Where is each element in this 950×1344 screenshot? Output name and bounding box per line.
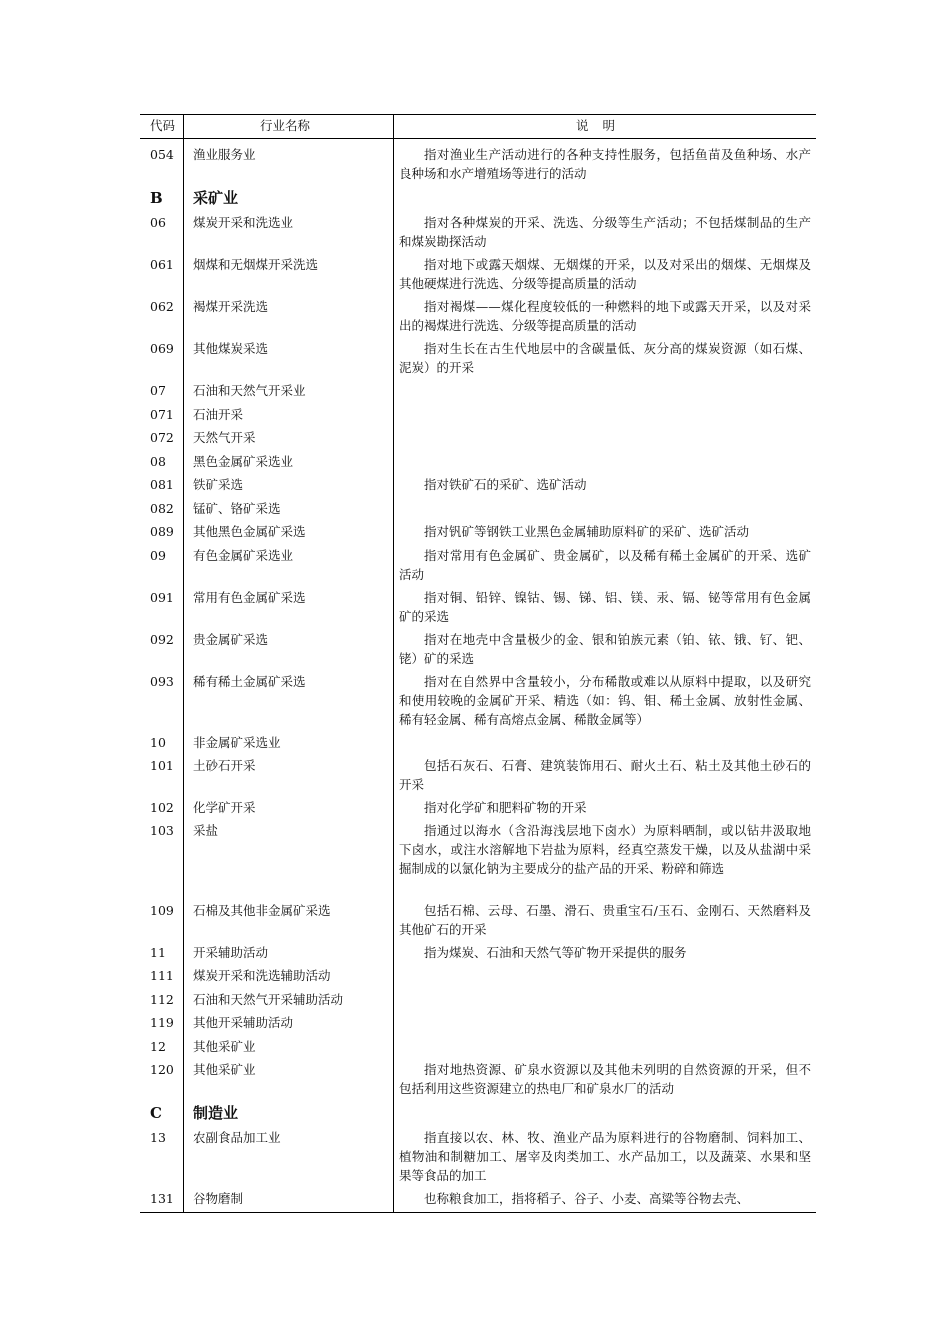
row-code: C bbox=[150, 1104, 162, 1122]
row-name: 农副食品加工业 bbox=[193, 1130, 281, 1145]
row-code: 119 bbox=[150, 1015, 174, 1030]
row-name: 石油和天然气开采业 bbox=[193, 383, 306, 398]
row-code: 06 bbox=[150, 215, 166, 230]
table-row bbox=[140, 624, 816, 666]
row-description: 指对各种煤炭的开采、洗选、分级等生产活动；不包括煤制品的生产和煤炭勘探活动 bbox=[399, 215, 811, 249]
table-row bbox=[140, 469, 816, 493]
row-code: 109 bbox=[150, 903, 174, 918]
row-name: 化学矿开采 bbox=[193, 800, 256, 815]
row-code: 09 bbox=[150, 548, 166, 563]
table-row bbox=[140, 249, 816, 291]
table-bottom-rule bbox=[140, 1212, 816, 1213]
header-code: 代码 bbox=[150, 118, 176, 133]
row-name: 制造业 bbox=[193, 1104, 239, 1122]
row-code: 082 bbox=[150, 501, 174, 516]
table-row bbox=[140, 446, 816, 469]
row-description: 指对褐煤——煤化程度较低的一种燃料的地下或露天开采，以及对采出的褐煤进行洗选、分级等提高质量的活动 bbox=[399, 299, 811, 333]
row-code: 072 bbox=[150, 430, 174, 445]
row-code: 062 bbox=[150, 299, 174, 314]
table-row bbox=[140, 1183, 816, 1207]
row-code: 054 bbox=[150, 147, 174, 162]
table-row bbox=[140, 516, 816, 540]
row-name: 石油开采 bbox=[193, 407, 244, 422]
row-code: 12 bbox=[150, 1039, 166, 1054]
row-name: 贵金属矿采选 bbox=[193, 632, 269, 647]
header-description: 说明 bbox=[576, 118, 630, 133]
row-code: 069 bbox=[150, 341, 174, 356]
table-top-rule bbox=[140, 114, 816, 115]
table-row bbox=[140, 792, 816, 815]
row-name: 采矿业 bbox=[193, 189, 239, 207]
row-code: 08 bbox=[150, 454, 166, 469]
table-row bbox=[140, 1031, 816, 1054]
row-code: B bbox=[150, 189, 163, 207]
row-description: 指对钒矿等钢铁工业黑色金属辅助原料矿的采矿、选矿活动 bbox=[424, 524, 750, 539]
row-description: 指为煤炭、石油和天然气等矿物开采提供的服务 bbox=[424, 945, 687, 960]
section-row bbox=[140, 181, 816, 207]
row-description: 指对地下或露天烟煤、无烟煤的开采，以及对采出的烟煤、无烟煤及其他硬煤进行洗选、分级等提高质量的活动 bbox=[399, 257, 811, 291]
row-code: 092 bbox=[150, 632, 174, 647]
table-row bbox=[140, 333, 816, 375]
table-row bbox=[140, 895, 816, 937]
row-name: 常用有色金属矿采选 bbox=[193, 590, 306, 605]
row-name: 石棉及其他非金属矿采选 bbox=[193, 903, 331, 918]
table-row bbox=[140, 399, 816, 422]
row-description: 指对生长在古生代地层中的含碳量低、灰分高的煤炭资源（如石煤、泥炭）的开采 bbox=[399, 341, 811, 375]
row-description: 指对常用有色金属矿、贵金属矿，以及稀有稀土金属矿的开采、选矿活动 bbox=[399, 548, 811, 582]
row-code: 103 bbox=[150, 823, 174, 838]
row-description: 包括石灰石、石膏、建筑装饰用石、耐火土石、粘土及其他土砂石的开采 bbox=[399, 758, 811, 792]
row-name: 其他黑色金属矿采选 bbox=[193, 524, 306, 539]
row-name: 褐煤开采洗选 bbox=[193, 299, 269, 314]
row-name: 锰矿、铬矿采选 bbox=[193, 501, 281, 516]
row-description: 指通过以海水（含沿海浅层地下卤水）为原料晒制，或以钻井汲取地下卤水，或注水溶解地下岩盐为原料，经真空蒸发干燥，以及从盐湖中采掘制成的以氯化钠为主要成分的盐产品的开采、粉碎和筛选 bbox=[399, 823, 811, 876]
row-code: 111 bbox=[150, 968, 174, 983]
row-code: 120 bbox=[150, 1062, 174, 1077]
table-row bbox=[140, 207, 816, 249]
table-row bbox=[140, 493, 816, 516]
row-code: 13 bbox=[150, 1130, 166, 1145]
row-name: 天然气开采 bbox=[193, 430, 256, 445]
row-description: 指对在自然界中含量较小，分布稀散或难以从原料中提取，以及研究和使用较晚的金属矿开采、精选（如：钨、钼、稀土金属、放射性金属、稀有轻金属、稀有高熔点金属、稀散金属等） bbox=[399, 674, 811, 727]
table-row bbox=[140, 1054, 816, 1096]
row-name: 有色金属矿采选业 bbox=[193, 548, 294, 563]
row-name: 黑色金属矿采选业 bbox=[193, 454, 294, 469]
table-row bbox=[140, 291, 816, 333]
row-name: 石油和天然气开采辅助活动 bbox=[193, 992, 344, 1007]
row-description: 指对渔业生产活动进行的各种支持性服务，包括鱼苗及鱼种场、水产良种场和水产增殖场等进行的活动 bbox=[399, 147, 811, 181]
row-name: 土砂石开采 bbox=[193, 758, 256, 773]
section-row bbox=[140, 1096, 816, 1122]
row-code: 081 bbox=[150, 477, 174, 492]
table-row bbox=[140, 540, 816, 582]
row-code: 112 bbox=[150, 992, 174, 1007]
row-name: 稀有稀土金属矿采选 bbox=[193, 674, 306, 689]
header-name: 行业名称 bbox=[260, 118, 311, 133]
row-description: 指对在地壳中含量极少的金、银和铂族元素（铂、铱、锇、钌、钯、铑）矿的采选 bbox=[399, 632, 811, 666]
table-row bbox=[140, 666, 816, 727]
row-code: 102 bbox=[150, 800, 174, 815]
row-name: 铁矿采选 bbox=[193, 477, 244, 492]
row-description: 指对地热资源、矿泉水资源以及其他未列明的自然资源的开采，但不包括利用这些资源建立的热电厂和矿泉水厂的活动 bbox=[399, 1062, 811, 1096]
table-row bbox=[140, 1007, 816, 1031]
row-name: 采盐 bbox=[193, 823, 219, 838]
row-code: 061 bbox=[150, 257, 174, 272]
row-description: 指对铜、铅锌、镍钴、锡、锑、铝、镁、汞、镉、铋等常用有色金属矿的采选 bbox=[399, 590, 811, 624]
table-row bbox=[140, 422, 816, 446]
row-name: 非金属矿采选业 bbox=[193, 735, 281, 750]
row-code: 11 bbox=[150, 945, 166, 960]
row-description: 指对化学矿和肥料矿物的开采 bbox=[424, 800, 587, 815]
row-name: 其他煤炭采选 bbox=[193, 341, 269, 356]
row-name: 其他采矿业 bbox=[193, 1039, 256, 1054]
row-code: 10 bbox=[150, 735, 166, 750]
row-code: 093 bbox=[150, 674, 174, 689]
table-row bbox=[140, 139, 816, 181]
table-row bbox=[140, 375, 816, 399]
row-code: 131 bbox=[150, 1191, 174, 1206]
row-description: 包括石棉、云母、石墨、滑石、贵重宝石/玉石、金刚石、天然磨料及其他矿石的开采 bbox=[399, 903, 811, 937]
table-row bbox=[140, 984, 816, 1007]
table-row bbox=[140, 937, 816, 960]
row-description: 指对铁矿石的采矿、选矿活动 bbox=[424, 477, 587, 492]
row-code: 091 bbox=[150, 590, 174, 605]
row-name: 渔业服务业 bbox=[193, 147, 256, 162]
row-name: 煤炭开采和洗选业 bbox=[193, 215, 294, 230]
row-name: 烟煤和无烟煤开采洗选 bbox=[193, 257, 319, 272]
row-description: 指直接以农、林、牧、渔业产品为原料进行的谷物磨制、饲料加工、植物油和制糖加工、屠宰及肉类加工、水产品加工，以及蔬菜、水果和坚果等食品的加工 bbox=[399, 1130, 811, 1183]
table-row bbox=[140, 1122, 816, 1183]
table-row bbox=[140, 815, 816, 895]
row-name: 其他开采辅助活动 bbox=[193, 1015, 294, 1030]
table-row bbox=[140, 960, 816, 984]
table-row bbox=[140, 750, 816, 792]
row-code: 101 bbox=[150, 758, 174, 773]
row-name: 谷物磨制 bbox=[193, 1191, 244, 1206]
row-name: 煤炭开采和洗选辅助活动 bbox=[193, 968, 331, 983]
row-code: 089 bbox=[150, 524, 174, 539]
table-body bbox=[140, 139, 816, 1207]
row-description: 也称粮食加工，指将稻子、谷子、小麦、高粱等谷物去壳、 bbox=[424, 1191, 750, 1206]
row-name: 其他采矿业 bbox=[193, 1062, 256, 1077]
table-row bbox=[140, 727, 816, 750]
table-row bbox=[140, 582, 816, 624]
row-name: 开采辅助活动 bbox=[193, 945, 269, 960]
row-code: 07 bbox=[150, 383, 166, 398]
row-code: 071 bbox=[150, 407, 174, 422]
